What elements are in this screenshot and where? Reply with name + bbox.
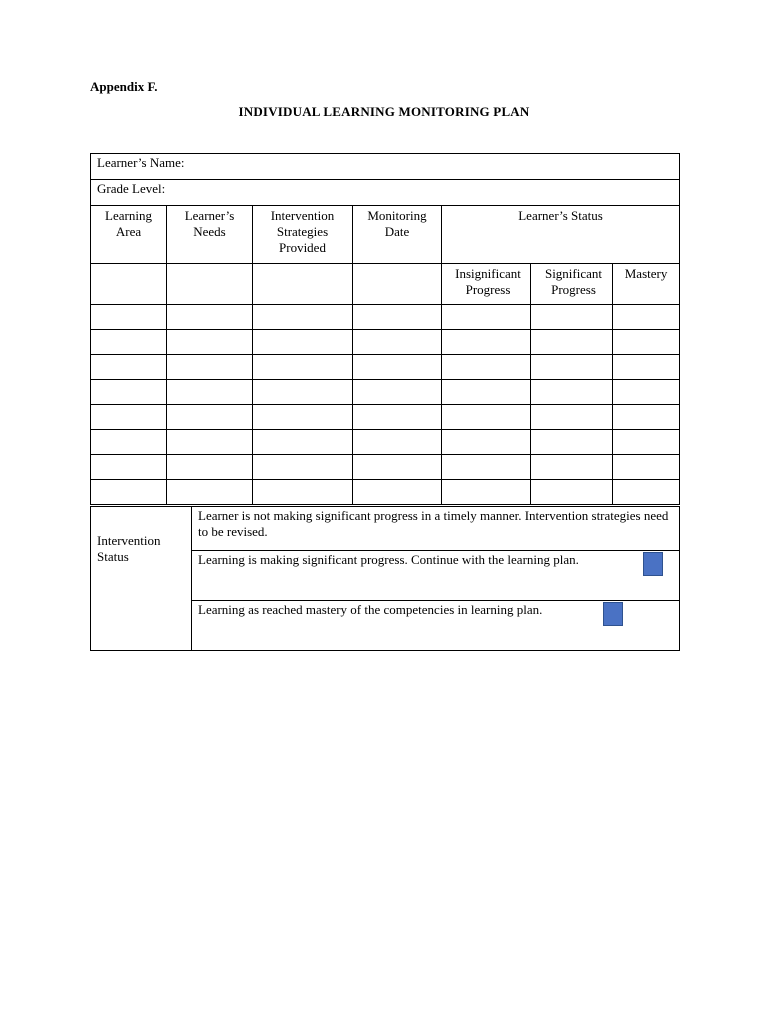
table-cell[interactable]	[442, 405, 531, 430]
table-row	[91, 430, 680, 455]
table-cell[interactable]	[167, 430, 253, 455]
table-cell[interactable]	[531, 355, 613, 380]
intervention-status-label: Intervention Status	[91, 507, 192, 651]
table-cell[interactable]	[442, 330, 531, 355]
table-row	[91, 480, 680, 505]
table-cell[interactable]	[167, 380, 253, 405]
header-mastery: Mastery	[613, 264, 680, 305]
table-row	[91, 405, 680, 430]
checkbox-icon[interactable]	[643, 552, 663, 576]
table-cell[interactable]	[442, 455, 531, 480]
table-cell[interactable]	[253, 355, 353, 380]
table-cell[interactable]	[91, 380, 167, 405]
table-cell[interactable]	[613, 330, 680, 355]
table-row	[91, 305, 680, 330]
table-row	[91, 455, 680, 480]
status-option-continue-text: Learning is making significant progress. Continue with the learning plan.	[198, 552, 579, 567]
table-cell[interactable]	[531, 455, 613, 480]
grade-level-label: Grade Level:	[97, 181, 166, 196]
table-cell[interactable]	[613, 305, 680, 330]
table-cell[interactable]	[613, 380, 680, 405]
table-cell[interactable]	[91, 430, 167, 455]
table-cell[interactable]	[167, 480, 253, 505]
table-cell[interactable]	[442, 380, 531, 405]
table-cell[interactable]	[91, 355, 167, 380]
table-cell[interactable]	[353, 405, 442, 430]
monitoring-table	[90, 153, 680, 505]
table-cell[interactable]	[253, 480, 353, 505]
table-cell[interactable]	[253, 380, 353, 405]
table-cell[interactable]	[353, 264, 442, 305]
table-cell[interactable]	[167, 455, 253, 480]
status-option-continue[interactable]	[192, 551, 680, 601]
column-header-row	[91, 206, 680, 264]
header-intervention-strategies: Intervention Strategies Provided	[253, 206, 353, 264]
table-cell[interactable]	[353, 330, 442, 355]
table-cell[interactable]	[442, 305, 531, 330]
learner-name-label: Learner’s Name:	[97, 155, 185, 170]
table-cell[interactable]	[253, 430, 353, 455]
learner-name-row	[91, 154, 680, 180]
table-row	[91, 330, 680, 355]
table-cell[interactable]	[353, 305, 442, 330]
table-cell[interactable]	[91, 405, 167, 430]
header-learners-needs: Learner’s Needs	[167, 206, 253, 264]
table-cell[interactable]	[442, 430, 531, 455]
table-cell[interactable]	[167, 264, 253, 305]
header-significant-progress: Significant Progress	[531, 264, 613, 305]
table-cell[interactable]	[167, 405, 253, 430]
table-cell[interactable]	[613, 355, 680, 380]
table-cell[interactable]	[253, 455, 353, 480]
table-cell[interactable]	[613, 455, 680, 480]
table-cell[interactable]	[353, 480, 442, 505]
checkbox-icon[interactable]	[603, 602, 623, 626]
learner-name-field[interactable]	[91, 154, 680, 180]
table-cell[interactable]	[353, 380, 442, 405]
table-cell[interactable]	[531, 330, 613, 355]
table-cell[interactable]	[353, 455, 442, 480]
table-row	[91, 355, 680, 380]
table-cell[interactable]	[531, 380, 613, 405]
table-cell[interactable]	[253, 305, 353, 330]
status-option-revise-text: Learner is not making significant progress in a timely manner. Intervention strategies need to be revised.	[198, 508, 669, 539]
table-cell[interactable]	[531, 480, 613, 505]
status-option-revise[interactable]	[192, 507, 680, 551]
table-cell[interactable]	[91, 480, 167, 505]
status-option-mastery-text: Learning as reached mastery of the competencies in learning plan.	[198, 602, 543, 617]
header-insignificant-progress: Insignificant Progress	[442, 264, 531, 305]
header-learning-area: Learning Area	[91, 206, 167, 264]
grade-level-field[interactable]	[91, 180, 680, 206]
table-cell[interactable]	[167, 330, 253, 355]
table-cell[interactable]	[91, 264, 167, 305]
table-cell[interactable]	[353, 430, 442, 455]
table-cell[interactable]	[442, 355, 531, 380]
table-row	[91, 380, 680, 405]
table-cell[interactable]	[253, 264, 353, 305]
table-cell[interactable]	[531, 405, 613, 430]
table-cell[interactable]	[167, 355, 253, 380]
table-cell[interactable]	[91, 305, 167, 330]
table-cell[interactable]	[253, 330, 353, 355]
status-subheader-row	[91, 264, 680, 305]
grade-level-row	[91, 180, 680, 206]
page-title: INDIVIDUAL LEARNING MONITORING PLAN	[238, 104, 530, 119]
table-cell[interactable]	[91, 330, 167, 355]
table-cell[interactable]	[531, 430, 613, 455]
header-monitoring-date: Monitoring Date	[353, 206, 442, 264]
table-cell[interactable]	[253, 405, 353, 430]
table-cell[interactable]	[167, 305, 253, 330]
table-cell[interactable]	[613, 430, 680, 455]
table-cell[interactable]	[353, 355, 442, 380]
appendix-label: Appendix F.	[90, 79, 158, 94]
table-cell[interactable]	[613, 405, 680, 430]
status-option-mastery[interactable]	[192, 601, 680, 651]
table-cell[interactable]	[613, 480, 680, 505]
table-cell[interactable]	[442, 480, 531, 505]
table-cell[interactable]	[91, 455, 167, 480]
intervention-status-table	[90, 506, 680, 651]
header-learners-status: Learner’s Status	[442, 206, 680, 264]
table-cell[interactable]	[531, 305, 613, 330]
